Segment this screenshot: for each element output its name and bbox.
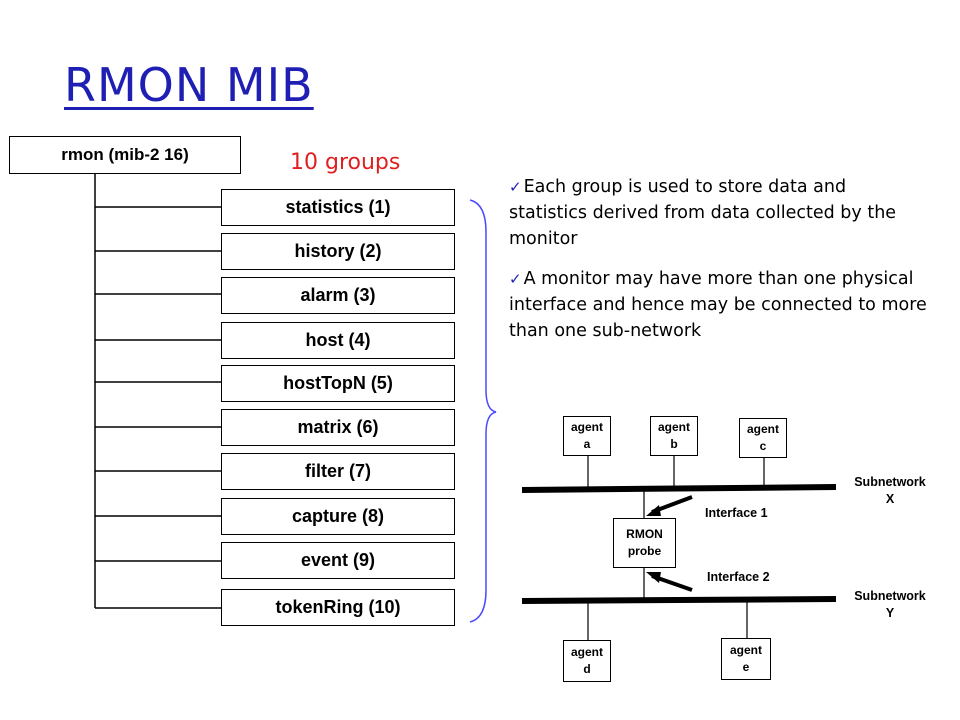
agent-d-label: agent [570,645,603,659]
group-hosttopn-box: hostTopN (5) [221,365,455,402]
subnetwork-x-bus [522,487,836,490]
agent-a-box [563,416,611,456]
group-alarm-box: alarm (3) [221,277,455,314]
subnetwork-x-id: X [885,492,895,506]
group-matrix-box: matrix (6) [221,409,455,446]
agent-d-id: d [583,662,591,676]
group-host-box: host (4) [221,322,455,359]
checkmark-icon: ✓ [509,270,522,288]
agent-a-id: a [583,437,591,451]
interface-2-label: Interface 2 [707,570,770,584]
agent-b-box [650,416,698,456]
slide-title: RMON MIB [64,58,314,112]
group-capture-box: capture (8) [221,498,455,535]
interface-1-label: Interface 1 [705,506,768,520]
bullet-text: A monitor may have more than one physical interface and hence may be connected to more than one sub-network [509,269,927,341]
agent-a-label: agent [570,420,603,434]
interface-2-arrowhead [646,572,661,583]
subnetwork-x-title: Subnetwork [854,475,926,489]
curly-brace [470,200,496,622]
agent-e-box [721,638,771,680]
agent-e-label: agent [729,643,762,657]
group-event-box: event (9) [221,542,455,579]
bullet-item [509,266,929,344]
rmon-probe-box [613,518,676,568]
agent-c-box [739,418,787,458]
agent-b-label: agent [657,420,690,434]
group-tokenring-box: tokenRing (10) [221,589,455,626]
agent-c-label: agent [746,422,779,436]
subnetwork-y-title: Subnetwork [854,589,926,603]
subnetwork-y-label [842,588,938,622]
agent-e-id: e [742,660,750,674]
group-filter-box: filter (7) [221,453,455,490]
agent-b-id: b [670,437,678,451]
subnetwork-y-id: Y [885,606,895,620]
groups-count-note: 10 groups [290,150,401,175]
agent-d-box [563,640,611,682]
subnetwork-y-bus [522,599,836,601]
probe-label-line2: probe [627,544,662,558]
group-history-box: history (2) [221,233,455,270]
rmon-root-box: rmon (mib-2 16) [9,136,241,174]
checkmark-icon: ✓ [509,178,522,196]
probe-label-line1: RMON [626,527,663,541]
bullet-item [509,174,929,252]
group-statistics-box: statistics (1) [221,189,455,226]
bullet-text: Each group is used to store data and statistics derived from data collected by the monitor [509,177,897,249]
subnetwork-x-label [842,474,938,508]
bullet-list [509,174,929,358]
agent-c-id: c [759,439,767,453]
interface-1-arrowhead [646,505,661,516]
